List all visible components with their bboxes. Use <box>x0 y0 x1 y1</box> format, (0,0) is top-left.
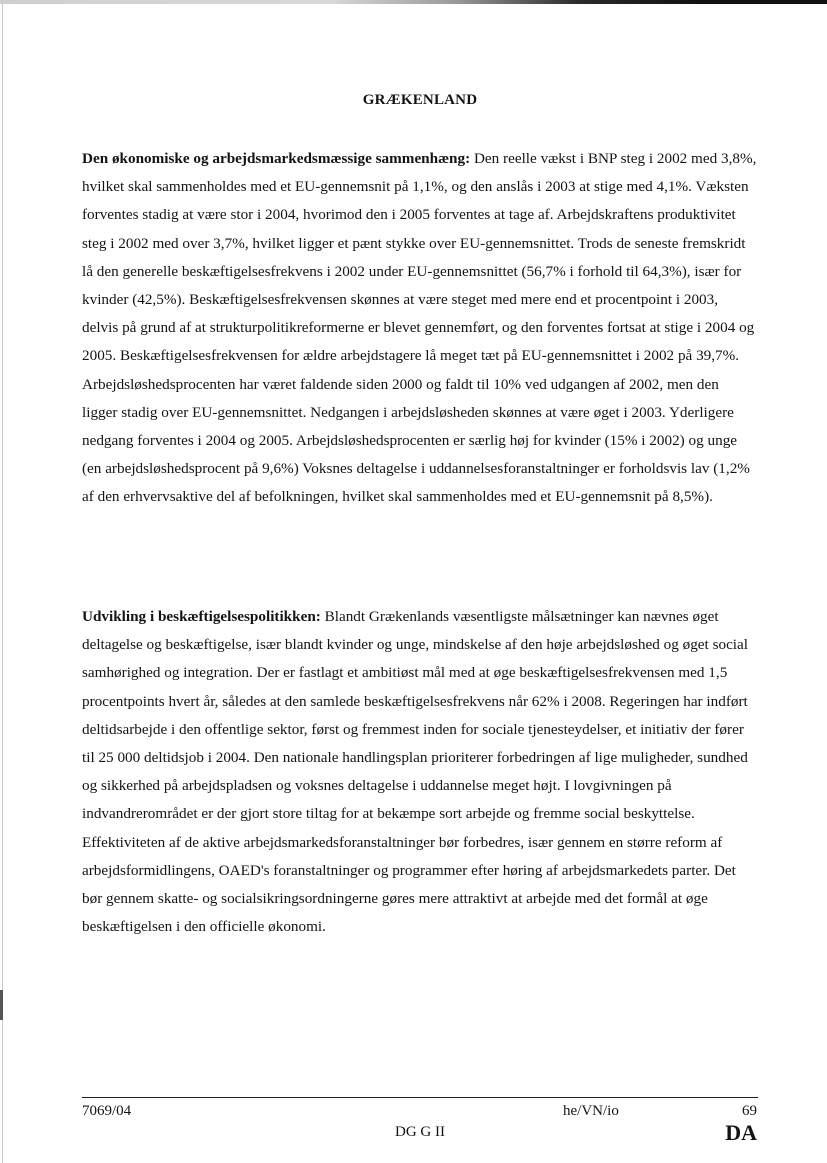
scan-edge-top <box>0 0 827 4</box>
section-body: Den reelle vækst i BNP steg i 2002 med 3,8%, hvilket skal sammenholdes med et EU-gennemsnit på 1,1%, og den anslås i 2003 at stige med 4,1%. Væksten forventes stadig at være stor i 2004, hvorimod den i 2005 forventes at tage af. Arbejdskraftens produktivitet steg i 2002 med over 3,7%, hvilket ligger et pænt stykke over EU-gennemsnittet. Trods de seneste fremskridt lå den generelle beskæftigelsesfrekvens i 2002 under EU-gennemsnittet (56,7% i forhold til 64,3%), især for kvinder (42,5%). Beskæftigelsesfrekvensen skønnes at være steget med mere end et procentpoint i 2003, delvis på grund af at strukturpolitikreformerne er blevet gennemført, og den forventes fortsat at stige i 2004 og 2005. Beskæftigelsesfrekvensen for ældre arbejdstagere lå meget tæt på EU-gennemsnittet i 2002 på 39,7%. Arbejdsløshedsprocenten har været faldende siden 2000 og faldt til 10% ved udgangen af 2002, men den ligger stadig over EU-gennemsnittet. Nedgangen i arbejdsløsheden skønnes at være øget i 2003. Yderligere nedgang forventes i 2004 og 2005. Arbejdsløshedsprocenten er særlig høj for kvinder (15% i 2002) og unge (en arbejdsløshedsprocent på 9,6%) Voksnes deltagelse i uddannelsesforanstaltninger er forholdsvis lav (1,2% af den erhvervsaktive del af befolkningen, hvilket skal sammenholdes med et EU-gennemsnit på 8,5%). <box>82 150 757 506</box>
section-heading: Udvikling i beskæftigelsespolitikken: <box>82 608 321 625</box>
scan-edge-left <box>2 0 3 1163</box>
footer-doc-number: 7069/04 <box>82 1103 132 1119</box>
section-heading: Den økonomiske og arbejdsmarkedsmæssige sammenhæng: <box>82 150 471 167</box>
section-economic-context <box>82 145 758 512</box>
scan-edge-mark <box>0 990 3 1020</box>
footer-page-number: 69 <box>742 1103 757 1119</box>
footer-divider <box>82 1097 758 1098</box>
page-title: GRÆKENLAND <box>362 92 478 108</box>
section-body: Blandt Grækenlands væsentligste målsætninger kan nævnes øget deltagelse og beskæftigelse, især blandt kvinder og unge, mindskelse af den høje arbejdsløshed og øget social samhørighed og integration. Der er fastlagt et ambitiøst mål med at øge beskæftigelsesfrekvensen med 1,5 procentpoints hvert år, således at den samlede beskæftigelsesfrekvens når 62% i 2008. Regeringen har indført deltidsarbejde i den offentlige sektor, først og fremmest inden for sociale tjenesteydelser, et initiativ der fører til 25 000 deltidsjob i 2004. Den nationale handlingsplan prioriterer forbedringen af lige muligheder, sundhed og sikkerhed på arbejdspladsen og voksnes deltagelse i uddannelse meget højt. I lovgivningen på indvandrerområdet er der gjort store tiltag for at bekæmpe sort arbejde og fremme social beskyttelse. Effektiviteten af de aktive arbejdsmarkedsforanstaltninger bør forbedres, især gennem en større reform af arbejdsformidlingens, OAED's foranstaltninger og programmer efter høring af arbejdsmarkedets parter. Det bør gennem skatte- og socialsikringsordningerne gøres mere attraktivt at arbejde med det formål at øge beskæftigelsen i den officielle økonomi. <box>82 608 748 936</box>
footer-language-code: DA <box>725 1120 757 1145</box>
footer-department: DG G II <box>395 1124 445 1140</box>
footer-initials: he/VN/io <box>563 1103 619 1119</box>
section-employment-policy <box>82 603 758 941</box>
